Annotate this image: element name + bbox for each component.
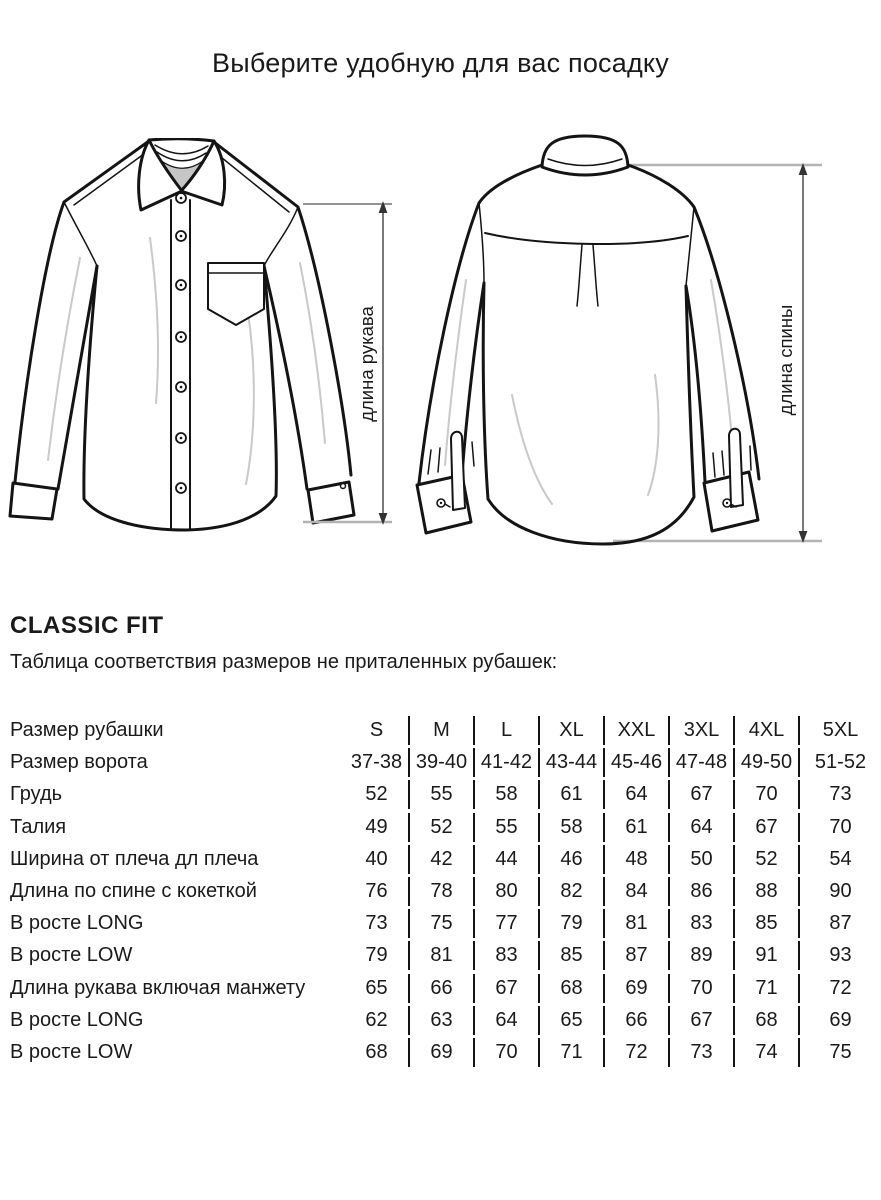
value-cell: 77 <box>473 909 538 938</box>
row-label: Размер ворота <box>10 751 148 774</box>
value-cell: 68 <box>365 1040 388 1063</box>
column-header: XL <box>538 716 603 745</box>
value-cell: 66 <box>408 974 473 1003</box>
value-cell: 44 <box>473 845 538 874</box>
fit-heading: CLASSIC FIT <box>10 612 164 639</box>
value-cell: 54 <box>798 845 881 874</box>
size-table <box>10 716 881 1070</box>
column-header: XXL <box>603 716 668 745</box>
value-cell: 84 <box>603 877 668 906</box>
value-cell: 93 <box>798 941 881 970</box>
row-label: Талия <box>10 815 67 838</box>
column-header: L <box>473 716 538 745</box>
value-cell: 69 <box>798 1006 881 1035</box>
table-row <box>10 1038 881 1067</box>
value-cell: 67 <box>668 1006 733 1035</box>
front-placket <box>171 200 190 530</box>
value-cell: 55 <box>408 780 473 809</box>
row-label: В росте LOW <box>10 944 133 967</box>
value-cell: 70 <box>473 1038 538 1067</box>
value-cell: 52 <box>408 813 473 842</box>
table-caption: Таблица соответствия размеров не приталенных рубашек: <box>10 651 558 673</box>
value-cell: 81 <box>603 909 668 938</box>
sleeve-length-label: длина рукава <box>356 306 377 422</box>
value-cell: 45-46 <box>603 748 668 777</box>
yoke-seam <box>485 233 688 244</box>
value-cell: 68 <box>538 974 603 1003</box>
column-header: 5XL <box>798 716 881 745</box>
value-cell: 76 <box>365 879 388 902</box>
value-cell: 83 <box>668 909 733 938</box>
value-cell: 37-38 <box>350 751 403 774</box>
value-cell: 78 <box>408 877 473 906</box>
value-cell: 83 <box>473 941 538 970</box>
value-cell: 68 <box>733 1006 798 1035</box>
front-buttons <box>176 193 186 493</box>
column-header: 3XL <box>668 716 733 745</box>
value-cell: 55 <box>473 813 538 842</box>
front-right-cuff <box>308 482 354 523</box>
value-cell: 87 <box>798 909 881 938</box>
row-label: Длина рукава включая манжету <box>10 976 306 999</box>
value-cell: 73 <box>798 780 881 809</box>
row-label: Длина по спине с кокеткой <box>10 879 257 902</box>
value-cell: 62 <box>365 1008 388 1031</box>
value-cell: 74 <box>733 1038 798 1067</box>
table-row <box>10 909 881 938</box>
value-cell: 64 <box>473 1006 538 1035</box>
table-row <box>10 941 881 970</box>
shirt-back-body <box>417 136 759 544</box>
value-cell: 70 <box>733 780 798 809</box>
back-length-label: длина спины <box>775 304 796 416</box>
value-cell: 48 <box>603 845 668 874</box>
value-cell: 87 <box>603 941 668 970</box>
value-cell: 69 <box>408 1038 473 1067</box>
row-label: Грудь <box>10 783 63 806</box>
value-cell: 69 <box>603 974 668 1003</box>
value-cell: 82 <box>538 877 603 906</box>
value-cell: 79 <box>365 944 388 967</box>
value-cell: 43-44 <box>538 748 603 777</box>
sleeve-plackets <box>451 429 743 510</box>
row-label: В росте LONG <box>10 1008 144 1031</box>
value-cell: 61 <box>603 813 668 842</box>
value-cell: 72 <box>798 974 881 1003</box>
value-cell: 81 <box>408 941 473 970</box>
value-cell: 86 <box>668 877 733 906</box>
value-cell: 70 <box>798 813 881 842</box>
value-cell: 40 <box>365 847 388 870</box>
value-cell: 67 <box>668 780 733 809</box>
value-cell: 65 <box>365 976 388 999</box>
table-row <box>10 845 881 874</box>
value-cell: 89 <box>668 941 733 970</box>
value-cell: 52 <box>733 845 798 874</box>
value-cell: 75 <box>408 909 473 938</box>
value-cell: 65 <box>538 1006 603 1035</box>
value-cell: 79 <box>538 909 603 938</box>
value-cell: 58 <box>538 813 603 842</box>
table-row <box>10 780 881 809</box>
value-cell: 72 <box>603 1038 668 1067</box>
row-label: Ширина от плеча дл плеча <box>10 847 259 870</box>
value-cell: 73 <box>668 1038 733 1067</box>
value-cell: 58 <box>473 780 538 809</box>
row-label: В росте LOW <box>10 1040 133 1063</box>
value-cell: 47-48 <box>668 748 733 777</box>
value-cell: 70 <box>668 974 733 1003</box>
value-cell: 80 <box>473 877 538 906</box>
front-left-cuff <box>10 483 57 519</box>
value-cell: 67 <box>733 813 798 842</box>
row-label: В росте LONG <box>10 912 144 935</box>
value-cell: 71 <box>733 974 798 1003</box>
value-cell: 67 <box>473 974 538 1003</box>
value-cell: 64 <box>603 780 668 809</box>
value-cell: 63 <box>408 1006 473 1035</box>
value-cell: 41-42 <box>473 748 538 777</box>
value-cell: 85 <box>538 941 603 970</box>
value-cell: 71 <box>538 1038 603 1067</box>
value-cell: 49 <box>365 815 388 838</box>
value-cell: 46 <box>538 845 603 874</box>
table-row <box>10 748 881 777</box>
value-cell: 64 <box>668 813 733 842</box>
column-header: S <box>369 719 384 741</box>
back-pleat <box>577 245 598 306</box>
value-cell: 61 <box>538 780 603 809</box>
shirt-back-drawing <box>400 130 881 550</box>
table-row <box>10 877 881 906</box>
value-cell: 51-52 <box>798 748 881 777</box>
value-cell: 42 <box>408 845 473 874</box>
row-label: Размер рубашки <box>10 719 164 741</box>
value-cell: 39-40 <box>408 748 473 777</box>
table-row <box>10 813 881 842</box>
value-cell: 49-50 <box>733 748 798 777</box>
value-cell: 88 <box>733 877 798 906</box>
table-header-row <box>10 716 881 745</box>
value-cell: 73 <box>365 912 388 935</box>
value-cell: 91 <box>733 941 798 970</box>
page-title: Выберите удобную для вас посадку <box>212 48 669 78</box>
table-row <box>10 1006 881 1035</box>
column-header: 4XL <box>733 716 798 745</box>
back-collar <box>542 136 628 175</box>
chest-pocket <box>208 263 264 325</box>
cuff-button <box>341 484 346 489</box>
table-row <box>10 974 881 1003</box>
value-cell: 85 <box>733 909 798 938</box>
value-cell: 50 <box>668 845 733 874</box>
shirt-front-drawing <box>0 138 400 550</box>
value-cell: 52 <box>365 783 388 806</box>
value-cell: 66 <box>603 1006 668 1035</box>
shirt-front-body <box>10 139 354 530</box>
value-cell: 90 <box>798 877 881 906</box>
column-header: M <box>408 716 473 745</box>
value-cell: 75 <box>798 1038 881 1067</box>
